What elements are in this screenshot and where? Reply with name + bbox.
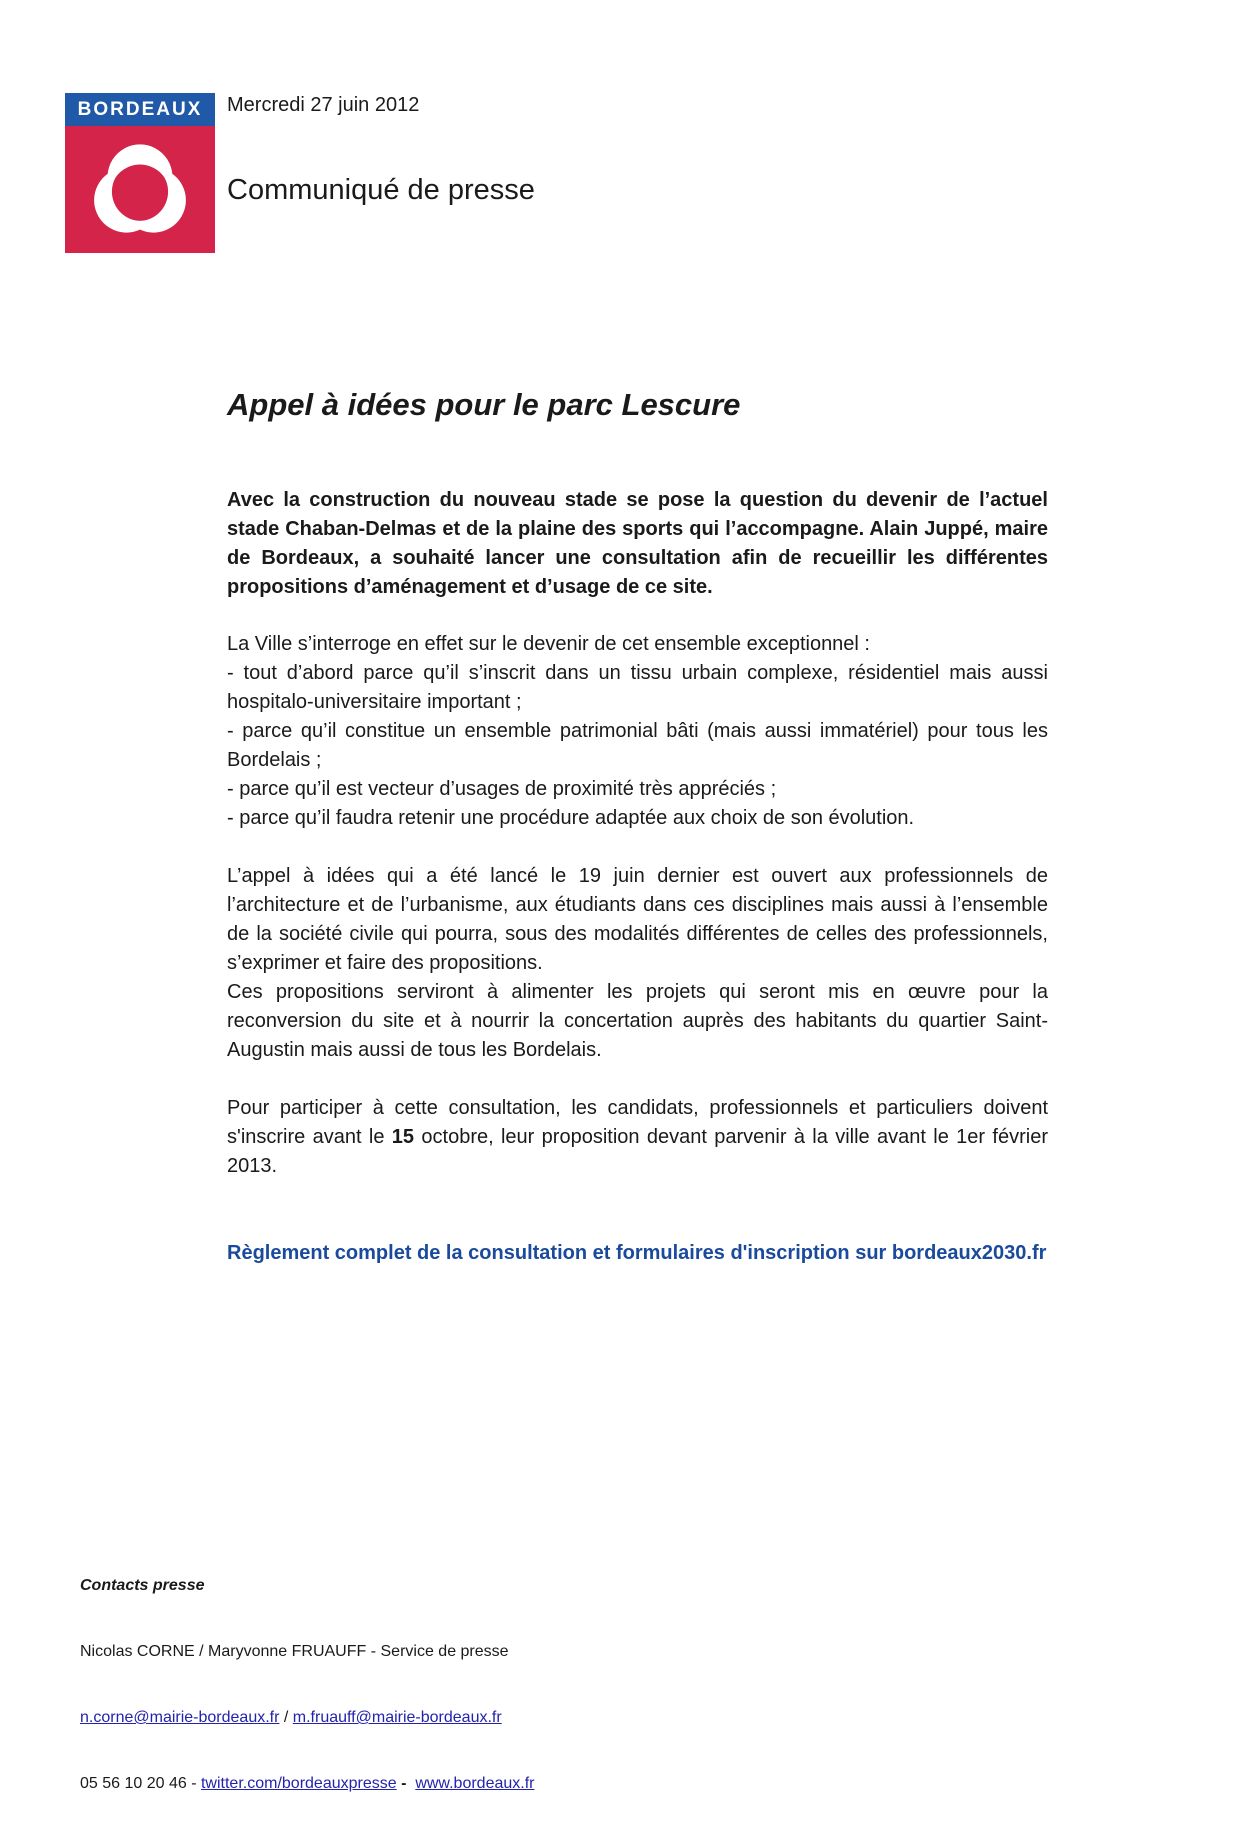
phone-separator: - <box>186 1775 201 1792</box>
page-title: Appel à idées pour le parc Lescure <box>227 387 741 422</box>
email-link-fruauff[interactable]: m.fruauff@mairie-bordeaux.fr <box>292 1709 502 1726</box>
registration-paragraph <box>227 1094 1048 1181</box>
contacts-names: Nicolas CORNE / Maryvonne FRUAUFF - Service de presse <box>80 1643 509 1660</box>
web-separator: - <box>396 1775 416 1792</box>
ville-line: La Ville s’interroge en effet sur le devenir de cet ensemble exceptionnel : <box>227 633 870 655</box>
phone-number: 05 56 10 20 46 <box>80 1775 187 1792</box>
appel-paragraph <box>227 862 1048 1065</box>
bordeaux-logo-wordmark: BORDEAUX <box>65 93 215 126</box>
contacts-phone-web <box>80 1773 534 1795</box>
appel-paragraph-1: L’appel à idées qui a été lancé le 19 juin dernier est ouvert aux professionnels de l’architecture et de l’urbanisme, aux étudiants dans ces disciplines mais aussi à l’ensemble de la société civile qui pourra, sous des modalités différentes de celles des professionnels, s’exprimer et faire des propositions. <box>227 865 1048 974</box>
website-link[interactable]: www.bordeaux.fr <box>415 1775 535 1792</box>
ville-paragraph <box>227 630 1048 833</box>
ville-list-item: - parce qu’il constitue un ensemble patrimonial bâti (mais aussi immatériel) pour tous les Bordelais ; <box>227 720 1048 771</box>
ville-list-item: - parce qu’il est vecteur d’usages de proximité très appréciés ; <box>227 778 777 800</box>
registration-text-before: Pour participer à cette consultation, les candidats, professionnels et particuliers doivent s'inscrire avant le <box>227 1097 1048 1148</box>
contacts-emails <box>80 1707 534 1729</box>
document-type: Communiqué de presse <box>227 174 535 206</box>
press-contacts <box>80 1531 534 1839</box>
intro-paragraph: Avec la construction du nouveau stade se pose la question du devenir de l’actuel stade Chaban-Delmas et de la plaine des sports qui l’accompagne. Alain Juppé, maire de Bordeaux, a souhaité lancer une consultation afin de recueillir les différentes propositions d’aménagement et d’usage de ce site. <box>227 489 1048 598</box>
twitter-link[interactable]: twitter.com/bordeauxpresse <box>200 1775 397 1792</box>
ville-list-item: - parce qu’il faudra retenir une procédure adaptée aux choix de son évolution. <box>227 807 915 829</box>
email-link-corne[interactable]: n.corne@mairie-bordeaux.fr <box>80 1709 280 1726</box>
registration-deadline: 15 <box>391 1126 415 1148</box>
ville-list-item: - tout d’abord parce qu’il s’inscrit dans un tissu urbain complexe, résidentiel mais aussi hospitalo-universitaire important ; <box>227 662 1048 713</box>
email-separator: / <box>279 1709 293 1726</box>
rules-notice: Règlement complet de la consultation et formulaires d'inscription sur bordeaux2030.fr <box>227 1242 1047 1264</box>
date: Mercredi 27 juin 2012 <box>227 94 420 116</box>
trefoil-crescents-icon <box>70 130 210 250</box>
appel-paragraph-2: Ces propositions serviront à alimenter les projets qui seront mis en œuvre pour la reconversion du site et à nourrir la concertation auprès des habitants du quartier Saint-Augustin mais aussi de tous les Bordelais. <box>227 981 1048 1061</box>
bordeaux-logo <box>65 93 215 253</box>
body-column <box>227 486 1048 1268</box>
contacts-heading: Contacts presse <box>80 1577 205 1594</box>
bordeaux-logo-body <box>65 126 215 253</box>
registration-text-after: octobre, leur proposition devant parvenir à la ville avant le 1er février 2013. <box>227 1126 1048 1177</box>
